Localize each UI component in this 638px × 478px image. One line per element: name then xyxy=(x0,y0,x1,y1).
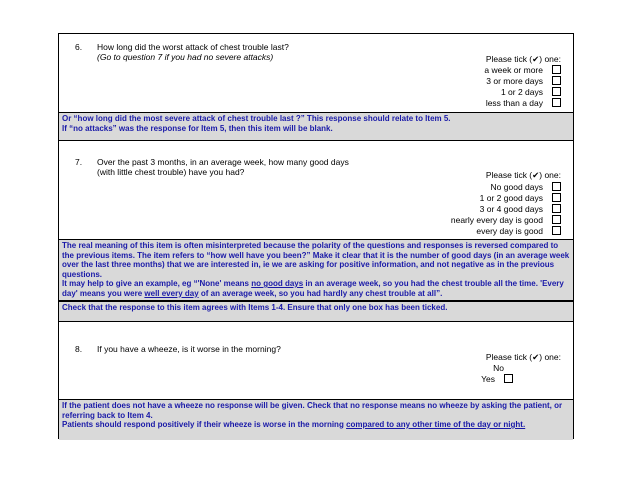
option-row[interactable] xyxy=(486,97,561,108)
note-line: If “no attacks” was the response for Item 5, then this item will be blank. xyxy=(62,123,333,133)
guidance-note-7 xyxy=(59,239,573,301)
question-number: 8. xyxy=(75,344,83,354)
question-7 xyxy=(59,141,573,239)
note-line: Or “how long did the most severe attack of chest trouble last ?” This response should relate to Item 5. xyxy=(62,114,451,123)
tick-instruction: Please tick (✔) one: xyxy=(485,170,561,180)
option-row[interactable] xyxy=(493,362,513,373)
option-label: 1 or 2 good days xyxy=(479,192,543,203)
note-paragraph: It may help to give an example, eg “'None' means no good days in an average week, so you had the chest trouble all the time. 'Every day' means you were well every day of an average week, so you had hardly any chest trouble at all”. xyxy=(62,279,564,298)
option-label: Yes xyxy=(481,373,495,384)
option-label: 3 or more days xyxy=(486,75,543,86)
question-line: If you have a wheeze, is it worse in the morning? xyxy=(97,344,281,354)
question-text xyxy=(97,42,289,62)
guidance-note-6 xyxy=(59,112,573,141)
tick-box[interactable] xyxy=(552,76,561,85)
option-label: a week or more xyxy=(484,64,543,75)
option-row[interactable] xyxy=(451,214,561,225)
note-line: Check that the response to this item agrees with Items 1-4. Ensure that only one box has been ticked. xyxy=(62,303,448,312)
option-label: No xyxy=(493,362,504,373)
question-6 xyxy=(59,34,573,106)
tick-box[interactable] xyxy=(552,182,561,191)
option-label: less than a day xyxy=(485,97,543,108)
tick-box[interactable] xyxy=(552,226,561,235)
tick-box[interactable] xyxy=(552,215,561,224)
question-number: 7. xyxy=(75,157,83,167)
option-label: 3 or 4 good days xyxy=(479,203,543,214)
option-row[interactable] xyxy=(491,181,561,192)
question-line: How long did the worst attack of chest trouble last? xyxy=(97,42,289,52)
tick-box[interactable] xyxy=(552,193,561,202)
tick-box[interactable] xyxy=(552,204,561,213)
option-label: every day is good xyxy=(476,225,543,236)
tick-instruction: Please tick (✔) one: xyxy=(485,352,561,362)
option-label: nearly every day is good xyxy=(450,214,543,225)
tick-box[interactable] xyxy=(504,374,513,383)
option-row[interactable] xyxy=(480,192,561,203)
question-number: 6. xyxy=(75,42,83,52)
note-paragraph: The real meaning of this item is often misinterpreted because the polarity of the questions and responses is reversed compared to the previous items. The item refers to “how well have you been?” Make it clear that it is the number of good days (in an average week over the last three months) that we are interested in, ie we are asking for positive information, and not negative as in the previous questions. xyxy=(62,241,570,279)
option-label: 1 or 2 days xyxy=(500,86,543,97)
guidance-note-8 xyxy=(59,399,573,440)
option-row[interactable] xyxy=(476,225,561,236)
note-line: If the patient does not have a wheeze no response will be given. Check that no response means no wheeze by asking the patient, or referring back to Item 4. xyxy=(62,401,563,420)
option-label: No good days xyxy=(490,181,543,192)
option-row[interactable] xyxy=(484,64,561,75)
option-row[interactable] xyxy=(480,203,561,214)
option-row[interactable] xyxy=(481,373,513,384)
option-row[interactable] xyxy=(501,86,561,97)
question-line: (with little chest trouble) have you had? xyxy=(97,167,245,177)
question-line: Over the past 3 months, in an average week, how many good days xyxy=(97,157,349,167)
question-text xyxy=(97,344,281,354)
tick-box[interactable] xyxy=(552,87,561,96)
question-subtext: (Go to question 7 if you had no severe attacks) xyxy=(97,52,274,62)
tick-instruction: Please tick (✔) one: xyxy=(485,54,561,64)
tick-box[interactable] xyxy=(552,98,561,107)
questionnaire-sheet xyxy=(58,33,574,439)
guidance-note-7b xyxy=(59,301,573,322)
option-row[interactable] xyxy=(486,75,561,86)
note-line: Patients should respond positively if their wheeze is worse in the morning compared to any other time of the day or night. xyxy=(62,420,526,429)
question-8 xyxy=(59,322,573,394)
tick-box[interactable] xyxy=(552,65,561,74)
question-text xyxy=(97,157,349,177)
